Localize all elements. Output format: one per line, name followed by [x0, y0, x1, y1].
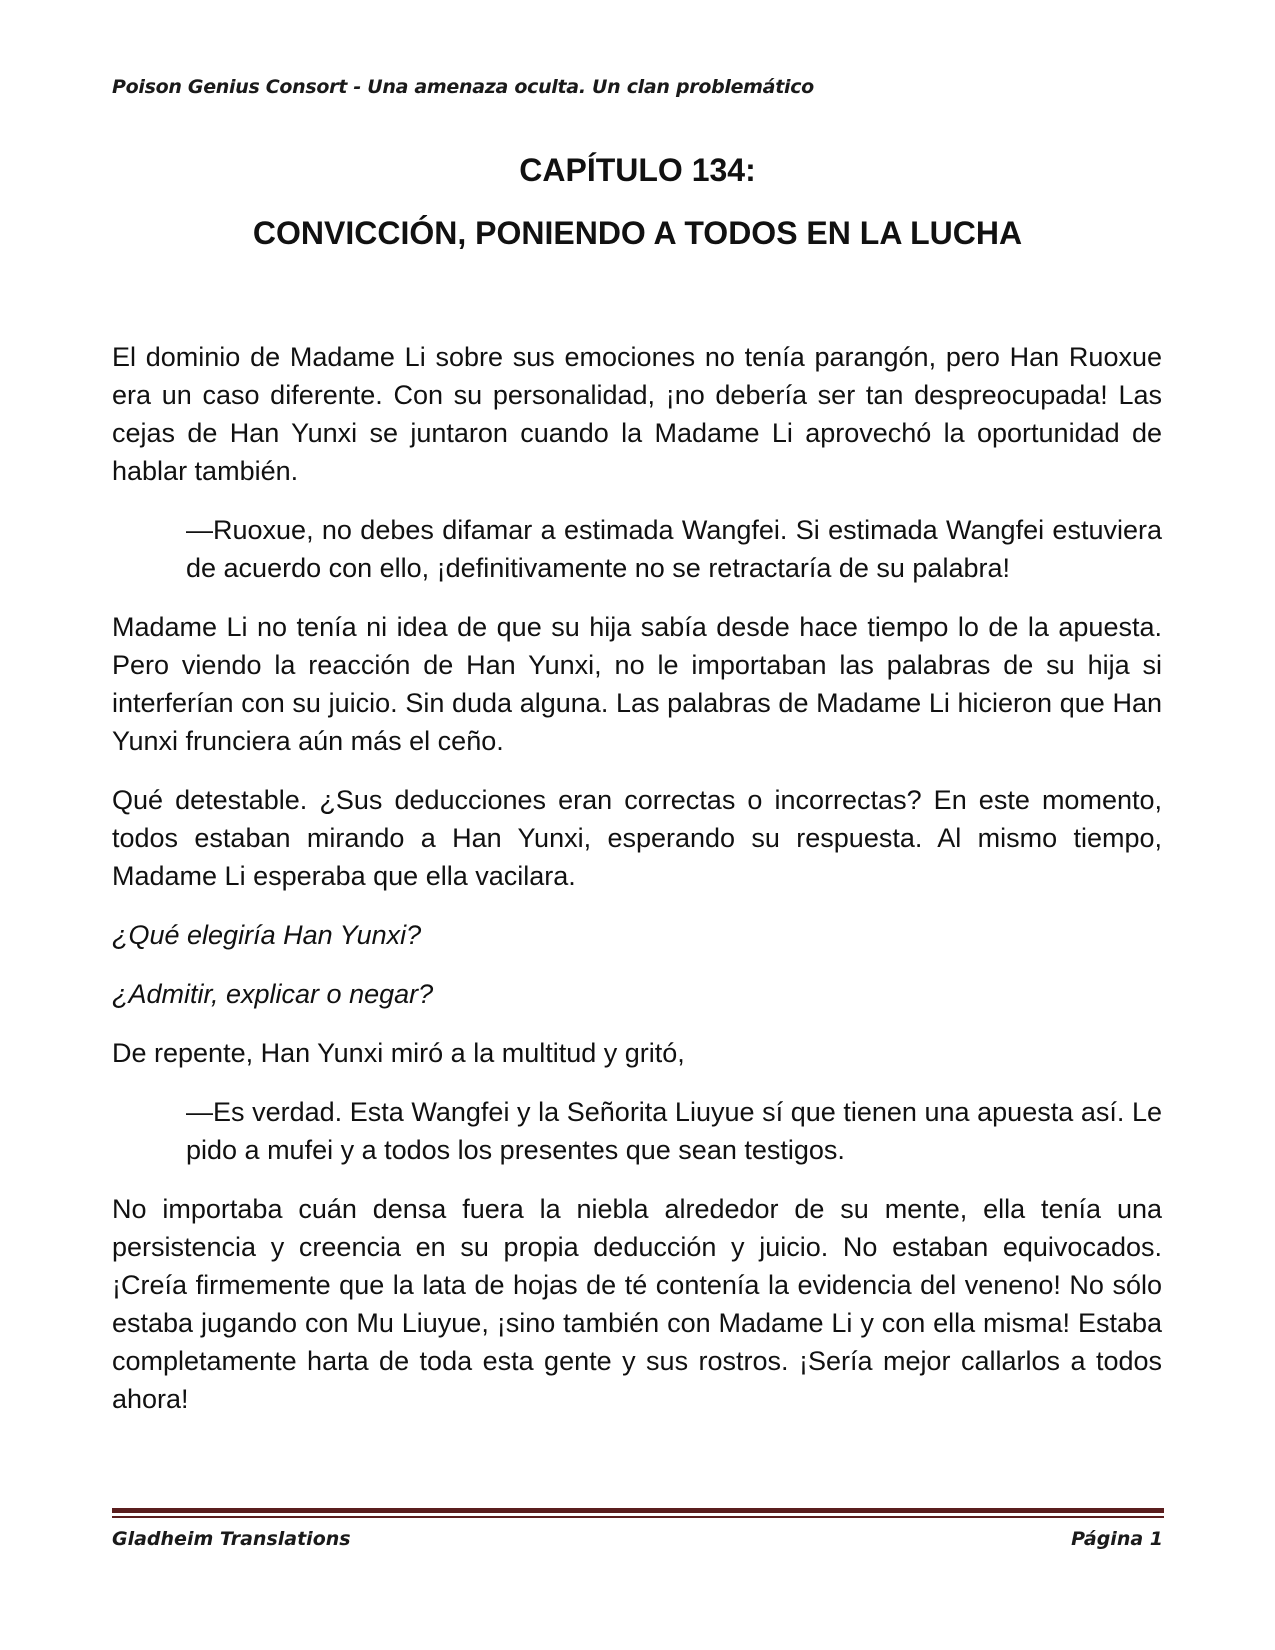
footer-publisher: Gladheim Translations [112, 1528, 351, 1550]
body-text [112, 338, 1162, 1439]
paragraph: Qué detestable. ¿Sus deducciones eran correctas o incorrectas? En este momento, todos estaban mirando a Han Yunxi, esperando su respuesta. Al mismo tiempo, Madame Li esperaba que ella vacilara. [112, 785, 1162, 891]
footer-rule-thick [112, 1508, 1164, 1513]
dialogue-paragraph: —Es verdad. Esta Wangfei y la Señorita Liuyue sí que tienen una apuesta así. Le pido a mufei y a todos los presentes que sean testigos. [186, 1097, 1162, 1165]
paragraph: No importaba cuán densa fuera la niebla alrededor de su mente, ella tenía una persistencia y creencia en su propia deducción y juicio. No estaban equivocados. ¡Creía firmemente que la lata de hojas de té contenía la evidencia del veneno! No sólo estaba jugando con Mu Liuyue, ¡sino también con Madame Li y con ella misma! Estaba completamente harta de toda esta gente y sus rostros. ¡Sería mejor callarlos a todos ahora! [112, 1194, 1162, 1414]
paragraph: Madame Li no tenía ni idea de que su hija sabía desde hace tiempo lo de la apuesta. Pero viendo la reacción de Han Yunxi, no le importaban las palabras de su hija si interferían con su juicio. Sin duda alguna. Las palabras de Madame Li hicieron que Han Yunxi frunciera aún más el ceño. [112, 612, 1162, 756]
running-header: Poison Genius Consort - Una amenaza oculta. Un clan problemático [112, 76, 814, 98]
italic-thought: ¿Admitir, explicar o negar? [112, 979, 434, 1009]
page-number: Página 1 [1071, 1528, 1163, 1550]
paragraph: De repente, Han Yunxi miró a la multitud y gritó, [112, 1038, 685, 1068]
footer-rule-thin [112, 1516, 1164, 1518]
dialogue-paragraph: —Ruoxue, no debes difamar a estimada Wangfei. Si estimada Wangfei estuviera de acuerdo con ello, ¡definitivamente no se retractaría de su palabra! [186, 515, 1162, 583]
chapter-number: CAPÍTULO 134: [519, 152, 756, 188]
chapter-title: CONVICCIÓN, PONIENDO A TODOS EN LA LUCHA [252, 215, 1023, 251]
italic-thought: ¿Qué elegiría Han Yunxi? [112, 920, 422, 950]
paragraph: El dominio de Madame Li sobre sus emociones no tenía parangón, pero Han Ruoxue era un caso diferente. Con su personalidad, ¡no debería ser tan despreocupada! Las cejas de Han Yunxi se juntaron cuando la Madame Li aprovechó la oportunidad de hablar también. [112, 342, 1162, 486]
